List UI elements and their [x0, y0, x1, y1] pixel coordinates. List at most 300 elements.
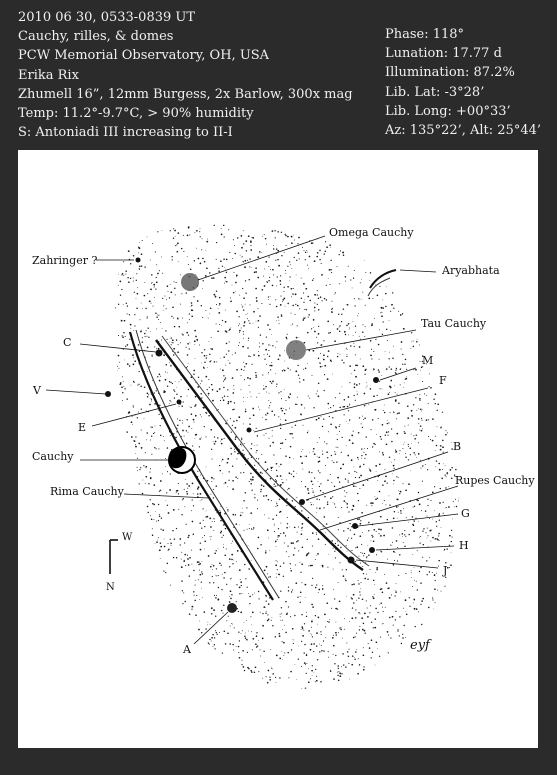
stipple-dot: [459, 422, 460, 423]
stipple-dot: [371, 622, 372, 623]
stipple-dot: [110, 293, 111, 294]
stipple-dot: [172, 307, 174, 309]
stipple-dot: [359, 346, 361, 348]
stipple-dot: [418, 669, 420, 671]
stipple-dot: [312, 665, 313, 666]
stipple-dot: [310, 502, 311, 503]
stipple-dot: [156, 683, 158, 685]
stipple-dot: [316, 499, 317, 500]
stipple-dot: [229, 341, 230, 342]
stipple-dot: [363, 647, 364, 648]
stipple-dot: [323, 492, 324, 493]
stipple-dot: [220, 358, 221, 359]
stipple-dot: [236, 601, 237, 602]
stipple-dot: [416, 410, 417, 411]
stipple-dot: [443, 337, 444, 338]
stipple-dot: [434, 242, 435, 243]
stipple-dot: [158, 627, 159, 628]
stipple-dot: [384, 500, 385, 501]
stipple-dot: [430, 280, 431, 281]
stipple-dot: [201, 588, 202, 589]
stipple-dot: [414, 438, 416, 440]
stipple-dot: [170, 291, 172, 293]
stipple-dot: [144, 266, 145, 267]
stipple-dot: [447, 307, 448, 308]
stipple-dot: [139, 527, 140, 528]
stipple-dot: [110, 384, 111, 385]
stipple-dot: [339, 393, 340, 394]
stipple-dot: [399, 493, 400, 494]
stipple-dot: [358, 580, 359, 581]
stipple-dot: [137, 385, 138, 386]
stipple-dot: [270, 467, 271, 468]
stipple-dot: [291, 649, 292, 650]
stipple-dot: [398, 512, 399, 513]
stipple-dot: [300, 592, 302, 594]
stipple-dot: [200, 668, 202, 670]
stipple-dot: [170, 585, 171, 586]
stipple-dot: [255, 267, 257, 269]
stipple-dot: [301, 629, 302, 630]
crater-zahringer: [136, 258, 141, 263]
stipple-dot: [390, 286, 392, 288]
stipple-dot: [134, 502, 135, 503]
stipple-dot: [166, 339, 167, 340]
stipple-dot: [128, 281, 130, 283]
stipple-dot: [448, 676, 450, 678]
stipple-dot: [130, 583, 132, 585]
stipple-dot: [250, 249, 252, 251]
stipple-dot: [303, 302, 304, 303]
stipple-dot: [278, 320, 279, 321]
stipple-dot: [158, 348, 160, 350]
stipple-dot: [445, 474, 446, 475]
stipple-dot: [312, 532, 314, 534]
stipple-dot: [449, 225, 450, 226]
stipple-dot: [373, 529, 375, 531]
stipple-dot: [180, 304, 181, 305]
stipple-dot: [430, 248, 431, 249]
stipple-dot: [262, 236, 263, 237]
stipple-dot: [272, 436, 273, 437]
stipple-dot: [135, 546, 136, 547]
stipple-dot: [321, 650, 323, 652]
stipple-dot: [239, 342, 240, 343]
stipple-dot: [362, 566, 363, 567]
stipple-dot: [279, 633, 281, 635]
stipple-dot: [188, 432, 189, 433]
stipple-dot: [234, 402, 235, 403]
stipple-dot: [460, 534, 461, 535]
stipple-dot: [201, 397, 202, 398]
stipple-dot: [265, 419, 267, 421]
stipple-dot: [418, 453, 420, 455]
stipple-dot: [345, 666, 346, 667]
stipple-dot: [209, 354, 210, 355]
label-c: C: [63, 336, 72, 349]
stipple-dot: [136, 526, 137, 527]
stipple-dot: [231, 578, 232, 579]
stipple-dot: [154, 569, 155, 570]
stipple-dot: [251, 693, 252, 694]
stipple-dot: [461, 488, 462, 489]
stipple-dot: [372, 257, 373, 258]
stipple-dot: [146, 466, 148, 468]
stipple-dot: [123, 679, 124, 680]
stipple-dot: [219, 563, 221, 565]
stipple-dot: [425, 464, 426, 465]
stipple-dot: [355, 376, 357, 378]
stipple-dot: [325, 218, 326, 219]
stipple-dot: [244, 443, 245, 444]
stipple-dot: [130, 689, 132, 691]
stipple-dot: [432, 669, 433, 670]
stipple-dot: [462, 496, 464, 498]
stipple-dot: [367, 607, 368, 608]
stipple-dot: [282, 620, 283, 621]
stipple-dot: [141, 430, 142, 431]
stipple-dot: [398, 275, 399, 276]
stipple-dot: [151, 426, 153, 428]
stipple-dot: [172, 628, 173, 629]
stipple-dot: [186, 430, 187, 431]
stipple-dot: [298, 375, 299, 376]
stipple-dot: [146, 432, 148, 434]
stipple-dot: [154, 346, 155, 347]
stipple-dot: [262, 417, 263, 418]
stipple-dot: [467, 611, 469, 613]
stipple-dot: [111, 324, 112, 325]
stipple-dot: [332, 460, 333, 461]
stipple-dot: [190, 269, 192, 271]
stipple-dot: [169, 400, 170, 401]
stipple-dot: [252, 690, 253, 691]
stipple-dot: [435, 602, 436, 603]
stipple-dot: [368, 259, 369, 260]
stipple-dot: [139, 668, 140, 669]
stipple-dot: [384, 480, 386, 482]
stipple-dot: [177, 607, 178, 608]
stipple-dot: [166, 364, 168, 366]
stipple-dot: [108, 366, 109, 367]
stipple-dot: [183, 560, 185, 562]
stipple-dot: [125, 478, 126, 479]
stipple-dot: [310, 678, 311, 679]
stipple-dot: [356, 365, 358, 367]
stipple-dot: [393, 346, 394, 347]
stipple-dot: [133, 543, 134, 544]
stipple-dot: [337, 541, 338, 542]
stipple-dot: [185, 630, 186, 631]
stipple-dot: [378, 344, 380, 346]
stipple-dot: [288, 396, 289, 397]
stipple-dot: [152, 555, 153, 556]
stipple-dot: [344, 629, 345, 630]
stipple-dot: [155, 592, 156, 593]
stipple-dot: [125, 270, 127, 272]
stipple-dot: [418, 521, 419, 522]
stipple-dot: [111, 316, 112, 317]
stipple-dot: [256, 635, 258, 637]
stipple-dot: [256, 397, 257, 398]
stipple-dot: [216, 304, 217, 305]
stipple-dot: [277, 259, 279, 261]
stipple-dot: [259, 251, 261, 253]
stipple-dot: [248, 593, 249, 594]
stipple-dot: [233, 215, 234, 216]
stipple-dot: [284, 287, 285, 288]
stipple-dot: [132, 486, 133, 487]
stipple-dot: [411, 443, 412, 444]
stipple-dot: [223, 224, 225, 226]
stipple-dot: [298, 659, 299, 660]
stipple-dot: [433, 237, 434, 238]
stipple-dot: [238, 646, 239, 647]
stipple-dot: [197, 488, 199, 490]
stipple-dot: [244, 622, 245, 623]
label-aryabhata: Aryabhata: [442, 264, 500, 277]
stipple-dot: [152, 664, 153, 665]
stipple-dot: [306, 673, 307, 674]
stipple-dot: [280, 448, 281, 449]
stipple-dot: [212, 389, 214, 391]
stipple-dot: [408, 534, 409, 535]
stipple-dot: [236, 275, 238, 277]
stipple-dot: [467, 585, 469, 587]
stipple-dot: [328, 332, 329, 333]
stipple-dot: [460, 286, 461, 287]
stipple-dot: [142, 687, 143, 688]
stipple-dot: [421, 409, 422, 410]
stipple-dot: [343, 575, 345, 577]
stipple-dot: [372, 502, 374, 504]
stipple-dot: [149, 678, 150, 679]
stipple-dot: [221, 589, 222, 590]
stipple-dot: [158, 504, 159, 505]
stipple-dot: [110, 254, 111, 255]
stipple-dot: [167, 385, 168, 386]
stipple-dot: [422, 481, 423, 482]
stipple-dot: [399, 450, 400, 451]
stipple-dot: [308, 314, 309, 315]
stipple-dot: [130, 324, 132, 326]
stipple-dot: [256, 458, 257, 459]
stipple-dot: [413, 525, 414, 526]
stipple-dot: [274, 531, 275, 532]
stipple-dot: [214, 678, 215, 679]
stipple-dot: [459, 497, 460, 498]
stipple-dot: [141, 265, 142, 266]
stipple-dot: [395, 372, 396, 373]
stipple-dot: [316, 419, 318, 421]
stipple-dot: [405, 536, 406, 537]
stipple-dot: [200, 236, 201, 237]
stipple-dot: [281, 442, 283, 444]
stipple-dot: [453, 364, 455, 366]
stipple-dot: [369, 612, 370, 613]
stipple-dot: [191, 413, 193, 415]
stipple-dot: [351, 459, 353, 461]
stipple-dot: [266, 600, 267, 601]
stipple-dot: [220, 441, 221, 442]
stipple-dot: [123, 618, 124, 619]
stipple-dot: [171, 342, 172, 343]
stipple-dot: [127, 363, 129, 365]
stipple-dot: [188, 264, 189, 265]
stipple-dot: [178, 509, 179, 510]
stipple-dot: [319, 508, 321, 510]
stipple-dot: [253, 527, 255, 529]
stipple-dot: [375, 465, 377, 467]
stipple-dot: [204, 261, 206, 263]
stipple-dot: [427, 305, 429, 307]
stipple-dot: [452, 295, 453, 296]
stipple-dot: [462, 455, 463, 456]
stipple-dot: [220, 520, 222, 522]
stipple-dot: [262, 698, 263, 699]
stipple-dot: [307, 219, 308, 220]
stipple-dot: [316, 337, 317, 338]
stipple-dot: [442, 616, 443, 617]
stipple-dot: [314, 260, 316, 262]
stipple-dot: [188, 389, 189, 390]
stipple-dot: [230, 668, 232, 670]
stipple-dot: [114, 356, 115, 357]
stipple-dot: [186, 332, 188, 334]
stipple-dot: [248, 340, 249, 341]
stipple-dot: [313, 319, 315, 321]
stipple-dot: [398, 402, 400, 404]
stipple-dot: [435, 450, 436, 451]
stipple-dot: [339, 325, 340, 326]
stipple-dot: [243, 243, 244, 244]
stipple-dot: [373, 580, 375, 582]
stipple-dot: [312, 280, 313, 281]
stipple-dot: [411, 348, 412, 349]
stipple-dot: [268, 407, 269, 408]
stipple-dot: [119, 633, 120, 634]
stipple-dot: [134, 574, 136, 576]
stipple-dot: [147, 316, 148, 317]
stipple-dot: [399, 453, 400, 454]
stipple-dot: [218, 270, 220, 272]
stipple-dot: [169, 643, 170, 644]
stipple-dot: [151, 672, 152, 673]
stipple-dot: [405, 260, 406, 261]
stipple-dot: [276, 470, 277, 471]
stipple-dot: [388, 672, 389, 673]
stipple-dot: [402, 536, 403, 537]
stipple-dot: [126, 465, 127, 466]
stipple-dot: [409, 692, 410, 693]
stipple-dot: [293, 554, 295, 556]
stipple-dot: [363, 224, 365, 226]
stipple-dot: [287, 545, 288, 546]
stipple-dot: [297, 325, 298, 326]
stipple-dot: [391, 695, 392, 696]
crater-g: [352, 523, 358, 529]
stipple-dot: [364, 374, 365, 375]
stipple-dot: [150, 613, 151, 614]
stipple-dot: [174, 667, 175, 668]
stipple-dot: [271, 225, 272, 226]
stipple-dot: [170, 690, 171, 691]
stipple-dot: [426, 235, 428, 237]
stipple-dot: [379, 359, 380, 360]
stipple-dot: [451, 331, 452, 332]
stipple-dot: [134, 499, 135, 500]
stipple-dot: [402, 634, 403, 635]
stipple-dot: [227, 403, 229, 405]
stipple-dot: [247, 377, 249, 379]
stipple-dot: [116, 552, 117, 553]
stipple-dot: [379, 695, 380, 696]
stipple-dot: [203, 611, 205, 613]
stipple-dot: [406, 614, 408, 616]
stipple-dot: [124, 360, 125, 361]
leader-rima-cauchy: [124, 494, 208, 498]
stipple-dot: [282, 482, 284, 484]
stipple-dot: [339, 562, 340, 563]
stipple-dot: [242, 450, 243, 451]
stipple-dot: [400, 693, 401, 694]
stipple-dot: [251, 490, 252, 491]
stipple-dot: [379, 451, 380, 452]
stipple-dot: [380, 535, 382, 537]
stipple-dot: [464, 600, 466, 602]
stipple-dot: [377, 294, 379, 296]
stipple-dot: [120, 549, 122, 551]
stipple-dot: [296, 497, 297, 498]
stipple-dot: [348, 481, 349, 482]
stipple-dot: [254, 672, 256, 674]
stipple-dot: [373, 351, 374, 352]
stipple-dot: [452, 536, 453, 537]
stipple-dot: [462, 470, 463, 471]
stipple-dot: [466, 456, 467, 457]
stipple-dot: [317, 230, 318, 231]
stipple-dot: [213, 646, 214, 647]
stipple-dot: [405, 359, 407, 361]
stipple-dot: [429, 227, 431, 229]
stipple-dot: [338, 697, 340, 699]
stipple-dot: [307, 265, 308, 266]
stipple-dot: [358, 598, 359, 599]
stipple-dot: [275, 260, 276, 261]
stipple-dot: [467, 352, 469, 354]
stipple-dot: [195, 585, 196, 586]
stipple-dot: [301, 451, 302, 452]
stipple-dot: [150, 289, 152, 291]
stipple-dot: [456, 571, 458, 573]
stipple-dot: [218, 409, 219, 410]
stipple-dot: [156, 577, 157, 578]
stipple-dot: [418, 492, 419, 493]
stipple-dot: [171, 344, 172, 345]
stipple-dot: [159, 373, 161, 375]
stipple-dot: [272, 285, 274, 287]
stipple-dot: [432, 537, 434, 539]
stipple-dot: [392, 292, 393, 293]
stipple-dot: [298, 237, 300, 239]
stipple-dot: [194, 600, 196, 602]
stipple-dot: [167, 447, 169, 449]
stipple-dot: [389, 457, 390, 458]
stipple-dot: [334, 340, 336, 342]
stipple-dot: [108, 681, 110, 683]
stipple-dot: [430, 263, 431, 264]
stipple-dot: [286, 527, 288, 529]
